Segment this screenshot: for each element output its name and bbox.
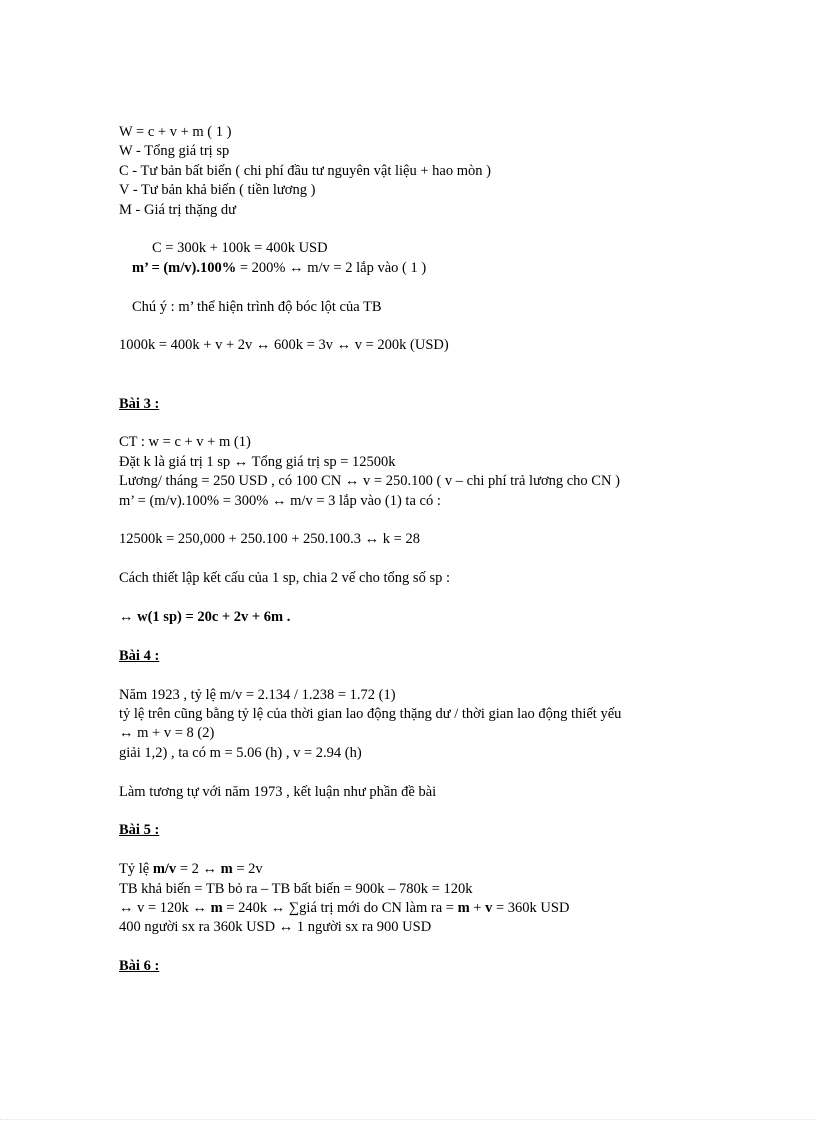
result-line: ↔ w(1 sp) = 20c + 2v + 6m . <box>119 609 291 626</box>
text-line: m’ = (m/v).100% = 300% ↔ m/v = 3 lắp vào (1) ta có : <box>119 492 441 509</box>
text-line: TB khả biến = TB bỏ ra – TB bất biến = 900k – 780k = 120k <box>119 880 473 897</box>
formula-line: CT : w = c + v + m (1) <box>119 434 251 451</box>
text-line <box>119 899 719 918</box>
text-run: + <box>469 900 486 917</box>
formula-line: W = c + v + m ( 1 ) <box>119 124 232 140</box>
text-run: = 240k ↔ ∑giá trị mới do CN làm ra = <box>222 900 458 917</box>
note-line: Chú ý : m’ thể hiện trình độ bóc lột của TB <box>132 298 382 315</box>
text-run: = 200% ↔ m/v = 2 lắp vào ( 1 ) <box>236 259 427 276</box>
text-run: = 2 ↔ <box>176 861 221 878</box>
spacer <box>119 589 719 608</box>
spacer <box>119 356 719 375</box>
calculation-line: 12500k = 250,000 + 250.100 + 250.100.3 ↔ k = 28 <box>119 531 420 548</box>
calculation-line: C = 300k + 100k = 400k USD <box>152 240 328 257</box>
text-line: 400 người sx ra 360k USD ↔ 1 người sx ra 900 USD <box>119 919 432 936</box>
text-line: tỷ lệ trên cũng bằng tỷ lệ của thời gian lao động thặng dư / thời gian lao động thiết yếu <box>119 706 622 723</box>
definition-line: M - Giá trị thặng dư <box>119 201 236 218</box>
text-line: Đặt k là giá trị 1 sp ↔ Tổng giá trị sp = 12500k <box>119 453 396 470</box>
section-heading-bai-3: Bài 3 : <box>119 395 160 412</box>
spacer <box>119 375 719 394</box>
text-run: m <box>220 861 233 878</box>
calculation-line: 1000k = 400k + v + 2v ↔ 600k = 3v ↔ v = 200k (USD) <box>119 337 449 354</box>
spacer <box>119 627 719 646</box>
spacer <box>119 511 719 530</box>
spacer <box>119 317 719 336</box>
text-line: ↔ m + v = 8 (2) <box>119 725 215 742</box>
section-heading-bai-6: Bài 6 : <box>119 958 160 975</box>
text-run: ↔ v = 120k ↔ <box>119 900 211 917</box>
spacer <box>119 278 719 297</box>
spacer <box>119 220 719 239</box>
text-run: v <box>485 900 493 917</box>
page-bottom-divider <box>0 1119 816 1120</box>
calculation-line <box>119 259 719 278</box>
spacer <box>119 763 719 782</box>
text-line: Cách thiết lập kết cấu của 1 sp, chia 2 vế cho tổng số sp : <box>119 570 450 587</box>
spacer <box>119 414 719 433</box>
text-run: (m/v).100% <box>163 259 237 276</box>
text-run: m’ = <box>132 259 164 276</box>
section-heading-bai-4: Bài 4 : <box>119 647 160 664</box>
definition-line: V - Tư bản khả biến ( tiền lương ) <box>119 182 316 199</box>
definition-line: W - Tổng giá trị sp <box>119 143 230 160</box>
definition-line: C - Tư bản bất biến ( chi phí đầu tư nguyên vật liệu + hao mòn ) <box>119 162 491 179</box>
spacer <box>119 666 719 685</box>
text-line: giải 1,2) , ta có m = 5.06 (h) , v = 2.94 (h) <box>119 744 362 761</box>
text-line: Lương/ tháng = 250 USD , có 100 CN ↔ v = 250.100 ( v – chi phí trả lương cho CN ) <box>119 473 620 490</box>
text-line: Làm tương tự với năm 1973 , kết luận như phần đề bài <box>119 783 437 800</box>
text-run: Tỷ lệ <box>119 861 153 878</box>
spacer <box>119 550 719 569</box>
text-run: m/v <box>152 861 177 878</box>
text-run: = 360k USD <box>492 900 570 917</box>
section-heading-bai-5: Bài 5 : <box>119 822 160 839</box>
text-run: m <box>210 900 223 917</box>
text-line <box>119 860 719 879</box>
document-body <box>119 123 719 977</box>
text-line: Năm 1923 , tỷ lệ m/v = 2.134 / 1.238 = 1.72 (1) <box>119 686 396 703</box>
spacer <box>119 938 719 957</box>
text-run: = 2v <box>232 861 263 878</box>
text-run: m <box>457 900 470 917</box>
spacer <box>119 802 719 821</box>
spacer <box>119 841 719 860</box>
